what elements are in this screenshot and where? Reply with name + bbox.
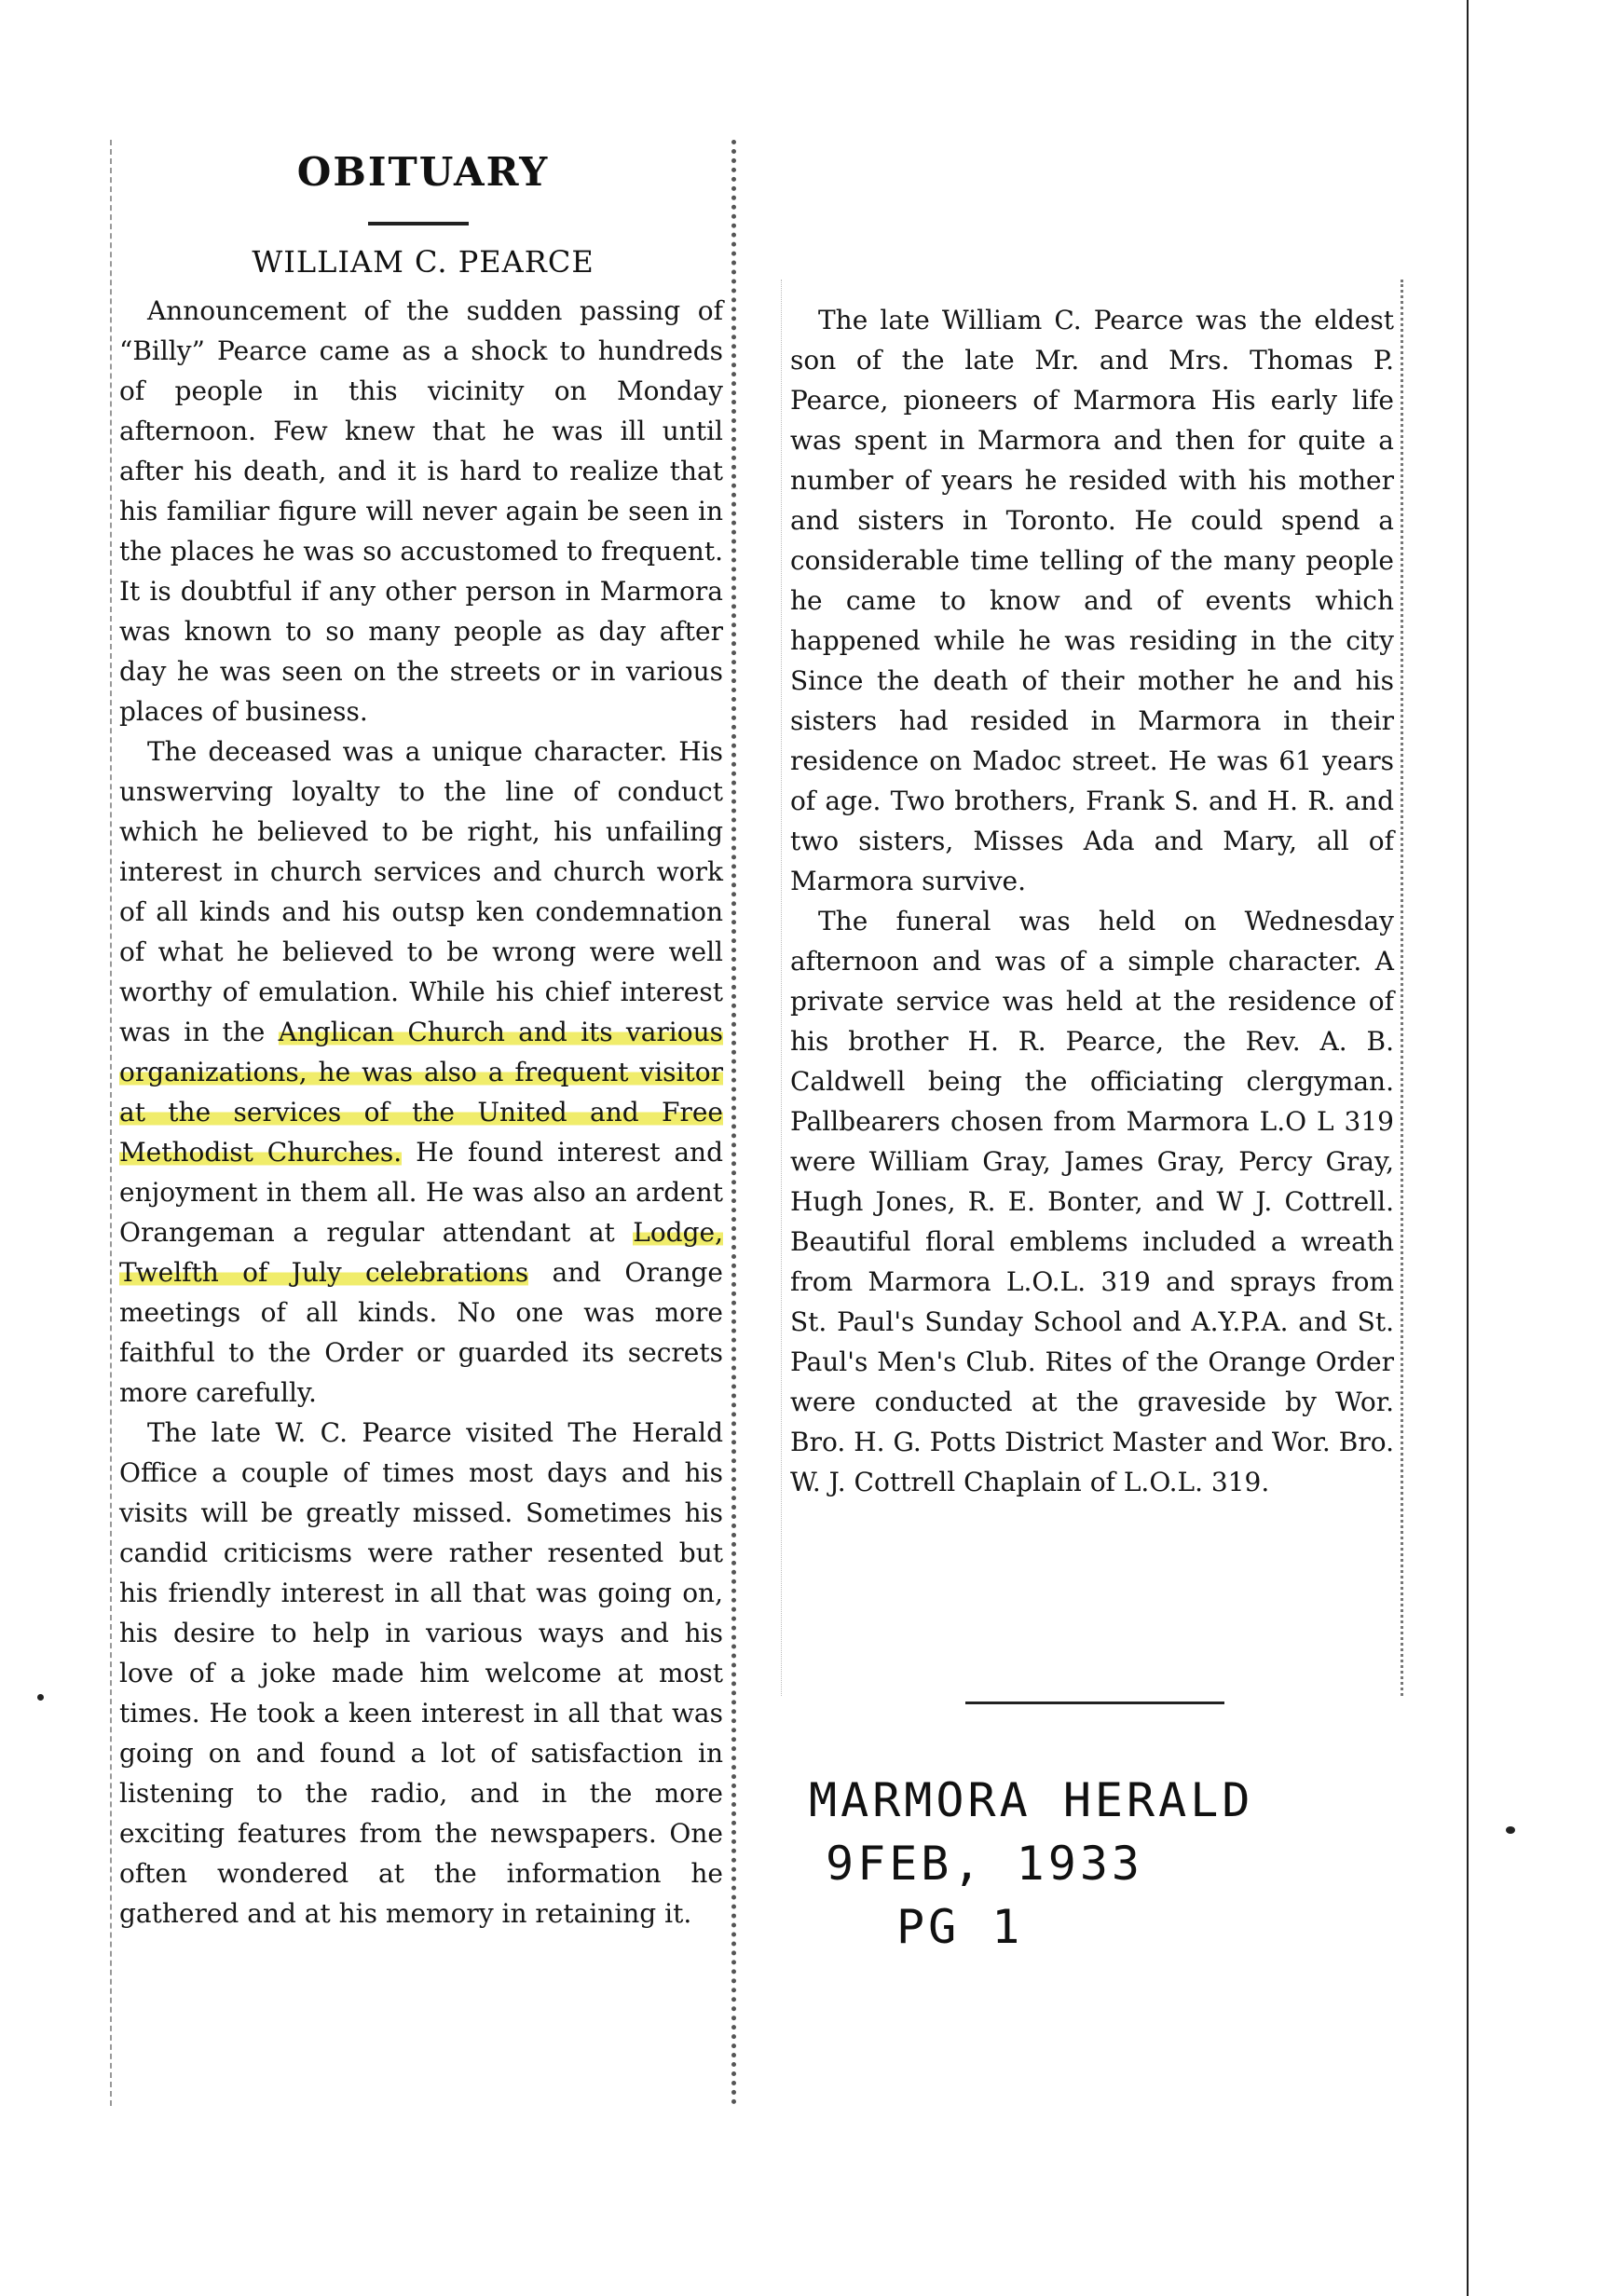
paragraph: The funeral was held on Wednesday afternoon and was of a simple character. A private service was held at the residence of his brother H. R. Pearce, the Rev. A. B. Caldwell being the officiating clergyman. Pallbearers chosen from Marmora L.O L 319 were William Gray, James Gray, Percy Gray, Hugh Jones, R. E. Bonter, and W J. Cottrell. Beautiful floral emblems included a wreath from Marmora L.O.L. 319 and sprays from St. Paul's Sunday School and A.Y.P.A. and St. Paul's Men's Club. Rites of the Orange Order were conducted at the graveside by Wor. Bro. H. G. Potts District Master and Wor. Bro. W. J. Cottrell Chaplain of L.O.L. 319. — [790, 906, 1394, 1497]
paragraph: The late William C. Pearce was the eldest son of the late Mr. and Mrs. Thomas P. Pearce, pioneers of Marmora His early life was spent in Marmora and then for quite a number of years he resided with his mother and sisters in Toronto. He could spend a considerable time telling of the many people he came to know and of events which happened while he was residing in the city Since the death of their mother he and his sisters had resided in Marmora in their residence on Madoc street. He was 61 years of age. Two brothers, Frank S. and H. R. and two sisters, Misses Ada and Mary, all of Marmora survive. — [790, 305, 1394, 896]
paragraph: The deceased was a unique character. His unswerving loyalty to the line of conduct which he believed to be right, his unfailing interest in church services and church work of all kinds and his outsp ken condemnation of what he believed to be wrong were well worthy of emulation. While his chief interest was in the Anglican Church and its various organizations, he was also a frequent visitor at the services of the United and Free Methodist Churches. He found interest and enjoyment in them all. He was also an ardent Orangeman a regular attendant at Lodge, Twelfth of July celebrations and Orange meetings of all kinds. No one was more faithful to the Order or guarded its secrets more carefully. — [119, 736, 724, 1408]
highlighted-text: Lodge, Twelfth of July celebrations — [119, 1217, 723, 1288]
scan-speck — [37, 1694, 44, 1701]
paragraph: Announcement of the sudden passing of “Billy” Pearce came as a shock to hundreds of people in this vicinity on Monday afternoon. Few knew that he was ill until after his death, and it is hard to realize that his familiar figure will never again be seen in the places he was so accustomed to frequent. It is doubtful if any other person in Marmora was known to so many people as day after day he was seen on the streets or in various places of business. — [119, 295, 723, 727]
handwritten-date: 9FEB, 1933 — [826, 1837, 1144, 1891]
handwritten-source: MARMORA HERALD — [809, 1773, 1254, 1827]
handwritten-note — [792, 1769, 1370, 1959]
right-column — [790, 300, 1394, 1502]
scan-speck — [1506, 1826, 1515, 1834]
obituary-subheading: WILLIAM C. PEARCE — [252, 244, 594, 280]
obituary-heading: OBITUARY — [296, 149, 550, 195]
heading-rule — [368, 222, 469, 226]
highlighted-text: Anglican Church and its various organizations, he was also a frequent visitor at the services of the United and Free Methodist Churches. — [119, 1017, 724, 1168]
handwritten-page: PG 1 — [896, 1900, 1024, 1954]
end-rule — [965, 1702, 1224, 1704]
page-edge-rule — [1467, 0, 1469, 2296]
left-column — [119, 291, 723, 1934]
paragraph: The late W. C. Pearce visited The Herald Office a couple of times most days and his visits will be greatly missed. Sometimes his candid criticisms were rather resented but his friendly interest in all that was going on, his desire to help in various ways and his love of a joke made him welcome at most times. He took a keen interest in all that was going on and found a lot of satisfaction in listening to the radio, and in the more exciting features from the newspapers. One often wondered at the information he gathered and at his memory in retaining it. — [119, 1417, 723, 1929]
